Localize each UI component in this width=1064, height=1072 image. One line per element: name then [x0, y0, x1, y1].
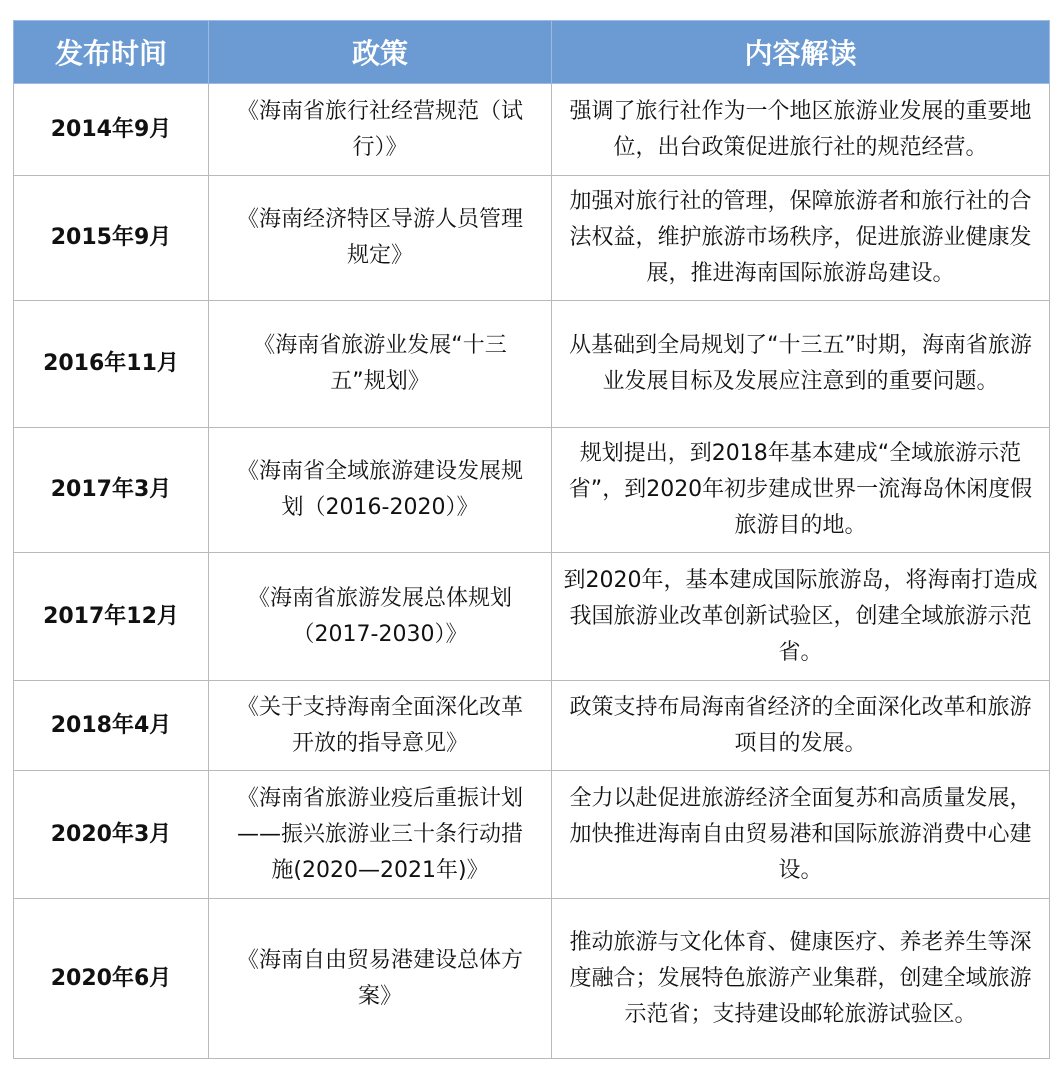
content-cell: 强调了旅行社作为一个地区旅游业发展的重要地位，出台政策促进旅行社的规范经营。 [552, 84, 1050, 176]
table-row [14, 301, 1050, 428]
date-cell: 2016年11月 [14, 301, 209, 428]
header-content: 内容解读 [552, 21, 1050, 84]
table-row [14, 176, 1050, 301]
date-cell: 2017年12月 [14, 553, 209, 681]
content-cell: 规划提出，到2018年基本建成“全域旅游示范省”，到2020年初步建成世界一流海岛休闲度假旅游目的地。 [552, 428, 1050, 553]
date-cell: 2020年6月 [14, 899, 209, 1059]
header-policy: 政策 [209, 21, 552, 84]
policy-cell: 《海南经济特区导游人员管理规定》 [209, 176, 552, 301]
policy-cell: 《海南省旅游业疫后重振计划——振兴旅游业三十条行动措施(2020—2021年)》 [209, 771, 552, 899]
content-cell: 从基础到全局规划了“十三五”时期，海南省旅游业发展目标及发展应注意到的重要问题。 [552, 301, 1050, 428]
policy-table [13, 20, 1050, 1059]
table-row [14, 899, 1050, 1059]
table-body [14, 84, 1050, 1059]
policy-cell: 《海南省全域旅游建设发展规划（2016-2020）》 [209, 428, 552, 553]
content-cell: 政策支持布局海南省经济的全面深化改革和旅游项目的发展。 [552, 681, 1050, 771]
table-row [14, 428, 1050, 553]
table-row [14, 553, 1050, 681]
date-cell: 2014年9月 [14, 84, 209, 176]
date-cell: 2017年3月 [14, 428, 209, 553]
table-row [14, 681, 1050, 771]
header-row [14, 21, 1050, 84]
table-row [14, 84, 1050, 176]
content-cell: 到2020年，基本建成国际旅游岛，将海南打造成我国旅游业改革创新试验区，创建全域旅游示范省。 [552, 553, 1050, 681]
date-cell: 2020年3月 [14, 771, 209, 899]
policy-cell: 《关于支持海南全面深化改革开放的指导意见》 [209, 681, 552, 771]
table-header [14, 21, 1050, 84]
policy-cell: 《海南自由贸易港建设总体方案》 [209, 899, 552, 1059]
table-row [14, 771, 1050, 899]
content-cell: 推动旅游与文化体育、健康医疗、养老养生等深度融合；发展特色旅游产业集群，创建全域旅游示范省；支持建设邮轮旅游试验区。 [552, 899, 1050, 1059]
date-cell: 2015年9月 [14, 176, 209, 301]
policy-cell: 《海南省旅行社经营规范（试行）》 [209, 84, 552, 176]
content-cell: 加强对旅行社的管理，保障旅游者和旅行社的合法权益，维护旅游市场秩序，促进旅游业健康发展，推进海南国际旅游岛建设。 [552, 176, 1050, 301]
header-date: 发布时间 [14, 21, 209, 84]
policy-cell: 《海南省旅游业发展“十三五”规划》 [209, 301, 552, 428]
content-cell: 全力以赴促进旅游经济全面复苏和高质量发展，加快推进海南自由贸易港和国际旅游消费中心建设。 [552, 771, 1050, 899]
policy-cell: 《海南省旅游发展总体规划（2017-2030）》 [209, 553, 552, 681]
date-cell: 2018年4月 [14, 681, 209, 771]
